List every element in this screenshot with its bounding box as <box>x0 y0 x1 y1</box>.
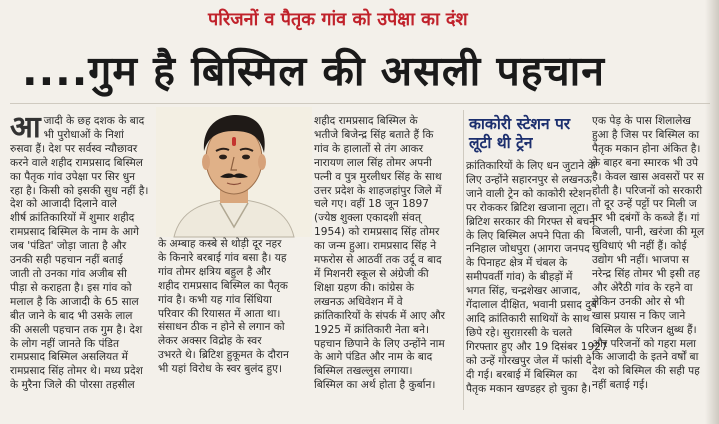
text-line: ब्रिटिश सरकार की गिरफ्त से बचने <box>466 215 596 228</box>
text-line: उद्योग भी नहीं। भाजपा स <box>592 254 690 267</box>
text-line: चले गए। वहीं 18 जून 1897 <box>314 198 430 211</box>
kicker-headline: परिजनों व पैतृक गांव को उपेक्षा का दंश <box>208 9 468 30</box>
text-line: बिजली, पानी, खरंजा की मूल <box>592 226 705 239</box>
text-line: शिक्षा ग्रहण की। कांग्रेस के <box>314 281 415 294</box>
text-line: (ज्येष्ठ शुक्ला एकादशी संवत् <box>314 212 421 225</box>
text-line: रामप्रसाद बिस्मिल असलियत में <box>10 351 128 364</box>
text-line: नारायण लाल सिंह तोमर अपनी <box>314 156 432 169</box>
column-2-text <box>158 238 312 377</box>
text-line: लखनऊ अधिवेशन में वे <box>314 295 403 308</box>
text-line: रामप्रसाद सिंह तोमर थे। मध्य प्रदेश <box>10 365 143 378</box>
text-line: गेंदालाल दीक्षित, भवानी प्रसाद दुबे <box>466 299 597 312</box>
text-line: क्रांतिकारियों के लिए धन जुटाने के <box>466 160 596 172</box>
text-line: एक पेड़ के पास शिलालेख <box>592 115 691 127</box>
text-line: देश को आजादी दिलाने वाले <box>10 198 117 211</box>
text-line: देश को बिस्मिल की सही पह <box>592 365 700 378</box>
text-line: पर भी दबंगों के कब्जे हैं। गां <box>592 212 700 225</box>
text-line: पर रोककर ब्रिटिश खजाना लूटा। <box>466 201 589 214</box>
text-line: खास प्रयास न किए जाने <box>592 309 686 322</box>
column-divider <box>463 110 464 410</box>
text-line: के मुरैना जिले की पोरसा तहसील <box>10 379 135 392</box>
text-line: होती है। परिजनों को सरकारी <box>592 184 703 197</box>
text-line: उत्तर प्रदेश के शाहजहांपुर जिले में <box>314 184 442 197</box>
text-line: भी पुरोधाओं के निशां <box>43 128 124 141</box>
text-line: समीपवर्ती गांव) के बीहड़ों में <box>466 271 573 284</box>
text-line: के अम्बाह कस्बे से थोड़ी दूर नहर <box>158 238 282 250</box>
text-line: करने वाले शहीद रामप्रसाद बिस्मिल <box>10 156 143 169</box>
portrait-image <box>156 107 312 237</box>
text-line: के पिनाहट क्षेत्र में चंबल के <box>466 257 568 270</box>
text-line: पत्नी व पुत्र मुरलीधर सिंह के साथ <box>314 170 442 183</box>
subheading-line-1: काकोरी स्टेशन पर <box>469 115 571 133</box>
text-line: लिए उन्होंने सहारनपुर से लखनऊ <box>466 173 592 186</box>
text-line: गांव तोमर क्षत्रिय बहुल है और <box>158 265 271 278</box>
article-column-4 <box>466 160 608 400</box>
text-line: रामप्रसाद बिस्मिल के नाम के आगे <box>10 226 140 239</box>
text-line: लेकर अक्सर विद्रोह के स्वर <box>158 335 262 348</box>
text-line: और अेरैठी गांव के रहने वा <box>592 281 693 294</box>
text-line: लेकिन उनकी ओर से भी <box>592 295 685 308</box>
text-line: नरेन्द्र सिंह तोमर भी इसी तह <box>592 267 700 280</box>
text-line: उनकी सही पहचान नहीं बताई <box>10 254 123 267</box>
text-line: शीर्ष क्रांतिकारियों में शुमार शहीद <box>10 212 135 225</box>
text-line: गांव के हालातों से तंग आकर <box>314 142 424 155</box>
column-4-text <box>466 160 608 396</box>
text-line: जादी के छह दशक के बाद <box>43 115 145 127</box>
text-line: जाने वाली ट्रेन को काकोरी स्टेशन <box>466 187 592 200</box>
text-line: पहचान छिपाने के लिए उन्होंने नाम <box>314 337 445 350</box>
text-line: बीत जाने के बाद भी उसके लाल <box>10 309 133 322</box>
text-line: की असली पहचान तक गुम है। देश <box>10 323 143 336</box>
text-line: है। केवल खास अवसरों पर स <box>592 170 704 183</box>
text-line: परिवार की रियासत में आता था। <box>158 307 281 320</box>
text-line: 1925 में क्रांतिकारी नेता बने। <box>314 323 429 336</box>
article-column-5 <box>592 115 719 415</box>
column-1-text <box>10 110 154 393</box>
text-line: आदि क्रांतिकारी साथियों के साथ <box>466 312 590 325</box>
text-line: का पैतृक गांव उपेक्षा पर सिर धुन <box>10 170 136 183</box>
text-line: को उन्हें गोरखपुर जेल में फांसी दे <box>466 354 592 367</box>
column-5-text <box>592 115 719 393</box>
text-line: गांव है। कभी यह गांव सिंधिया <box>158 293 272 306</box>
headline-rule <box>10 103 710 104</box>
text-line: मफरोस से आठवीं तक उर्दू व बाद <box>314 254 442 267</box>
text-line: हुआ है जिस पर बिस्मिल का <box>592 128 700 141</box>
text-line: रुसवा हैं। देश पर सर्वस्व न्यौछावर <box>10 142 138 155</box>
text-line: के आगे पंडित और नाम के बाद <box>314 351 433 364</box>
page-edge-shadow <box>705 0 719 424</box>
text-line: तो दूर उन्हें पट्टों पर मिली ज <box>592 198 697 211</box>
text-line: के बाहर बना स्मारक भी उपे <box>592 156 699 169</box>
text-line: और परिजनों को गहरा मला <box>592 337 697 350</box>
text-line: पैतृक मकान होना अंकित है। <box>592 142 701 155</box>
text-line: मलाल है कि आजादी के 65 साल <box>10 295 139 308</box>
text-line: बिस्मिल तखल्लुस लगाया। <box>314 365 413 378</box>
text-line: रहा है। किसी को इसकी सुध नहीं है। <box>10 184 149 197</box>
column-3-text <box>314 115 462 393</box>
text-line: संसाधन ठीक न होने से लगान को <box>158 321 285 334</box>
text-line: भी यहां विरोध के स्वर बुलंद हुए। <box>158 363 282 376</box>
text-line: भगत सिंह, चन्द्रशेखर आजाद, <box>466 285 581 298</box>
text-line: ननिहाल जोधपुरा (आगरा जनपद <box>466 243 590 256</box>
text-line: भतीजे बिजेन्द्र सिंह बताते हैं कि <box>314 128 434 141</box>
text-line: 1954) को रामप्रसाद सिंह तोमर <box>314 226 440 239</box>
drop-cap: आ <box>10 110 41 145</box>
text-line: छिपे रहे। सुराग़रसी के चलते <box>466 326 573 339</box>
text-line: के लोग नहीं जानते कि पंडित <box>10 337 119 350</box>
text-line: उभरते थे। ब्रिटिश हुकूमत के दौरान <box>158 349 289 362</box>
text-line: के लिए बिस्मिल अपने पिता की <box>466 229 585 242</box>
article-column-1 <box>10 110 154 415</box>
text-line: जब 'पंडित' जोड़ा जाता है और <box>10 240 127 253</box>
text-line: क्रांतिकारियों के संपर्क में आए और <box>314 309 445 322</box>
text-line: शहीद रामप्रसाद बिस्मिल के <box>314 115 418 127</box>
text-line: बिस्मिल के परिजन क्षुब्ध हैं। <box>592 323 697 336</box>
text-line: में मिशनरी स्कूल से अंग्रेजी की <box>314 267 429 280</box>
text-line: बिस्मिल का अर्थ होता है कुर्बान। <box>314 379 436 392</box>
text-line: नहीं बताई गई। <box>592 379 649 392</box>
main-headline: ....गुम है बिस्मिल की असली पहचान <box>22 47 605 95</box>
subheading-line-2: लूटी थी ट्रेन <box>469 134 533 152</box>
text-line: पैतृक मकान खण्डहर हो चुका है। <box>466 382 592 395</box>
text-line: कि आजादी के इतने वर्षों बा <box>592 351 699 364</box>
bismil-portrait-illustration <box>156 107 312 237</box>
text-line: शहीद रामप्रसाद बिस्मिल का पैतृक <box>158 279 288 292</box>
article-column-2 <box>158 238 312 398</box>
text-line: के किनारे बरबाई गांव बसा है। यह <box>158 251 287 264</box>
text-line: का जन्म हुआ। रामप्रसाद सिंह ने <box>314 240 437 253</box>
text-line: पीड़ा से कराहता है। इस गांव को <box>10 281 132 294</box>
text-line: गिरफ्तार हुए और 19 दिसंबर 1927 <box>466 340 608 353</box>
text-line: जाती तो उनका गांव अजीब सी <box>10 267 127 280</box>
article-column-3 <box>314 115 462 415</box>
subheading <box>469 115 589 157</box>
text-line: दी गई। बरबाई में बिस्मिल का <box>466 368 578 381</box>
text-line: सुविधाएं भी नहीं हैं। कोई <box>592 240 687 253</box>
